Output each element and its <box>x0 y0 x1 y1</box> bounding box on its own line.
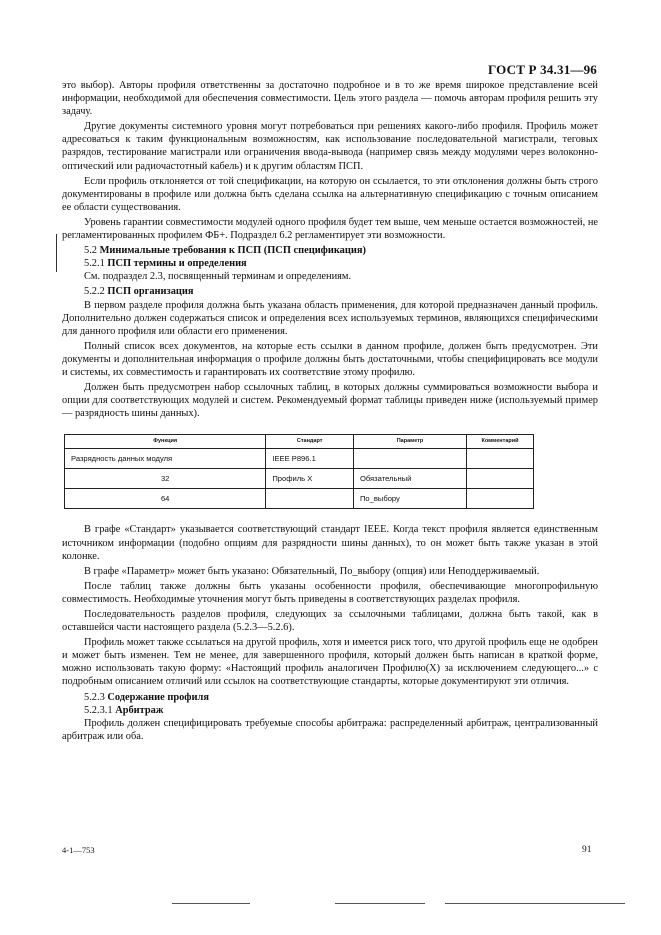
section-number: 5.2.3 <box>84 691 105 703</box>
section-heading-5-2-1 <box>62 257 598 270</box>
section-heading-5-2-3 <box>62 691 598 704</box>
table-cell: IEEE P896.1 <box>266 449 354 469</box>
table-row <box>65 449 534 469</box>
paragraph: Полный список всех документов, на которые есть ссылки в данном профиле, должен быть предусмотрен. Эти документы и дополнительная информация о профиле должны быть достаточными, чтобы специфицировать все модули и системы, их совместимость и гарантировать их соответствие этому профилю. <box>62 340 598 378</box>
page-number: 91 <box>582 845 592 855</box>
table-row <box>65 469 534 489</box>
section-heading-5-2 <box>62 244 598 257</box>
table-cell: 32 <box>65 469 266 489</box>
paragraph: Профиль должен специфицировать требуемые способы арбитража: распределенный арбитраж, централизованный арбитраж или оба. <box>62 717 598 742</box>
section-title: ПСП организация <box>107 286 194 298</box>
table-cell: Разрядность данных модуля <box>65 449 266 469</box>
bottom-rule <box>445 903 625 904</box>
section-title: Минимальные требования к ПСП (ПСП спецификация) <box>99 245 366 257</box>
change-bar <box>56 234 57 272</box>
paragraph: Последовательность разделов профиля, следующих за ссылочными таблицами, должна быть такой, как в оставшейся части настоящего раздела (5.2.3—5.2.6). <box>62 609 598 634</box>
section-title: Арбитраж <box>115 704 164 716</box>
paragraph: Если профиль отклоняется от той спецификации, на которую он ссылается, то эти отклонения должны быть строго документированы в профиле или должна быть сделана ссылка на альтернативную спецификацию с точным описанием ее области существования. <box>62 175 598 213</box>
column-header: Параметр <box>353 435 466 449</box>
section-title: Содержание профиля <box>107 691 209 703</box>
section-number: 5.2 <box>84 245 97 257</box>
table-cell <box>467 469 534 489</box>
section-title: ПСП термины и определения <box>107 258 247 270</box>
table-cell: 64 <box>65 489 266 509</box>
paragraph: После таблиц также должны быть указаны особенности профиля, обеспечивающие многопрофильную совместимость. Необходимые уточнения могут быть приведены в соответствующих разделах профиля. <box>62 580 598 605</box>
bottom-rule <box>172 903 250 904</box>
paragraph: Профиль может также ссылаться на другой профиль, хотя и имеется риск того, что другой профиль еще не одобрен и может быть изменен. Тем не менее, для завершенного профиля, который должен быть написан в краткой форме, можно использовать такую форму: «Настоящий профиль аналогичен Профилю(X) за исключением следующего...» с подробным описанием отличий или ссылок на соответствующие стандарты, которые документируют эти отличия. <box>62 637 598 688</box>
table-row <box>65 489 534 509</box>
column-header: Комментарий <box>467 435 534 449</box>
table-cell <box>467 489 534 509</box>
paragraph: Должен быть предусмотрен набор ссылочных таблиц, в которых должны суммироваться возможности выбора и опции для соответствующих модулей и систем. Рекомендуемый формат таблицы приведен ниже (используемый пример — разрядность шины данных). <box>62 382 598 420</box>
paragraph: Другие документы системного уровня могут потребоваться при решениях какого-либо профиля. Профиль может адресоваться к таким функциональным возможностям, как использование последовательной магистрали, теговых разрядов, тестирование магистрали или ограничения ввода-вывода (например связь между модулями через волоконно-оптический или радиочастотный кабель) и к другим областям ПСП. <box>62 121 598 172</box>
table-cell: Обязательный <box>353 469 466 489</box>
table-cell <box>266 489 354 509</box>
main-text <box>62 79 598 745</box>
section-number: 5.2.2 <box>84 286 105 298</box>
table-cell <box>353 449 466 469</box>
page-header-title: ГОСТ Р 34.31—96 <box>488 62 597 77</box>
bottom-rule <box>335 903 425 904</box>
table-cell: По_выбору <box>353 489 466 509</box>
paragraph: В графе «Параметр» может быть указано: Обязательный, По_выбору (опция) или Неподдерживаемый. <box>84 565 540 577</box>
column-header: Стандарт <box>266 435 354 449</box>
paragraph: См. подраздел 2.3, посвященный терминам и определениям. <box>84 271 352 283</box>
table-cell: Профиль X <box>266 469 354 489</box>
paragraph: Уровень гарантии совместимости модулей одного профиля будет тем выше, чем меньше остается возможностей, не регламентированных профилем ФБ+. Подраздел 6.2 регламентирует эти возможности. <box>62 216 598 242</box>
footer-print-code: 4-1—753 <box>62 845 95 855</box>
paragraph: В первом разделе профиля должна быть указана область применения, для которой предназначен данный профиль. Дополнительно должен содержаться список и определения всех используемых терминов, являющихся специфическими для данного профиля или области его применения. <box>62 299 598 337</box>
section-heading-5-2-3-1 <box>62 704 598 717</box>
column-header: Функция <box>65 435 266 449</box>
reference-table <box>64 434 534 509</box>
table-header-row <box>65 435 534 449</box>
paragraph: это выбор). Авторы профиля ответственны за достаточно подробное и в то же время широкое представление всей информации, необходимой для обеспечения совместимости. Цель этого раздела — помочь авторам профиля решить эту задачу. <box>62 80 598 118</box>
table-cell <box>467 449 534 469</box>
paragraph: В графе «Стандарт» указывается соответствующий стандарт IEEE. Когда текст профиля является единственным источником информации (подобно опциям для разрядности шины данных), то он может быть также указан в этой колонке. <box>62 524 598 562</box>
section-number: 5.2.1 <box>84 258 105 270</box>
section-heading-5-2-2 <box>62 285 598 298</box>
section-number: 5.2.3.1 <box>84 704 113 716</box>
